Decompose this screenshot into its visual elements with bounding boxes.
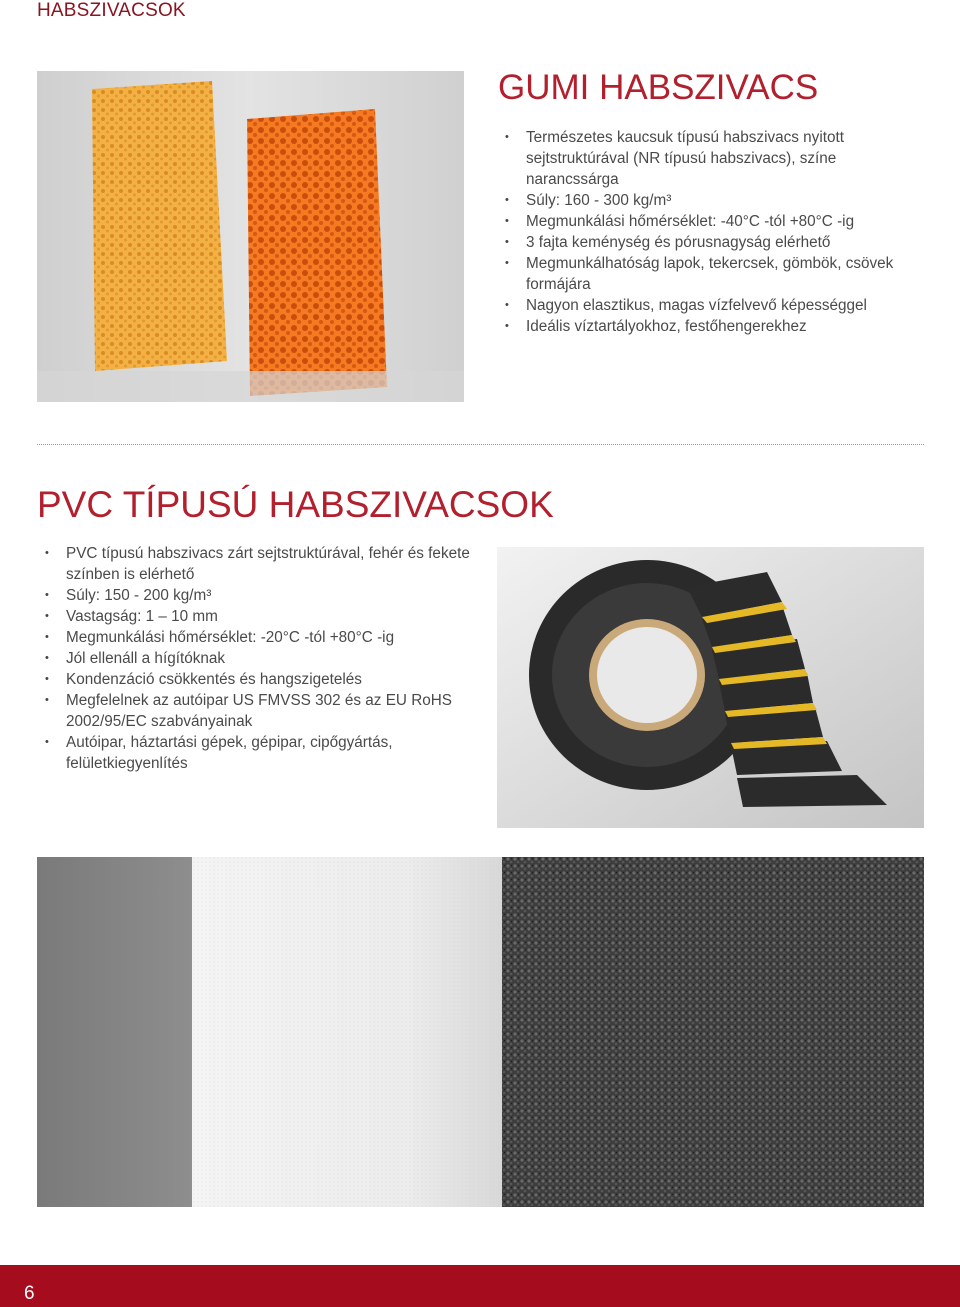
list-item: • Megmunkálhatóság lapok, tekercsek, gömbök, csövek formájára (497, 253, 927, 295)
list-item: • Súly: 150 - 200 kg/m³ (37, 585, 477, 606)
list-item: • Súly: 160 - 300 kg/m³ (497, 190, 927, 211)
list-item: • 3 fajta keménység és pórusnagyság elérhető (497, 232, 927, 253)
pvc-feature-list (37, 543, 477, 774)
foam-tape-roll-photo (497, 547, 924, 828)
list-item: • Természetes kaucsuk típusú habszivacs nyitott sejtstruktúrával (NR típusú habszivacs), színe narancssárga (497, 127, 927, 190)
gumi-feature-list (497, 127, 927, 337)
list-item: • Megfelelnek az autóipar US FMVSS 302 és az EU RoHS 2002/95/EC szabványainak (37, 690, 477, 732)
rubber-sponge-photo (37, 71, 464, 402)
list-item: • Vastagság: 1 – 10 mm (37, 606, 477, 627)
section-header: HABSZIVACSOK (37, 0, 186, 21)
gumi-section-title: GUMI HABSZIVACS (498, 68, 819, 107)
section-divider (37, 444, 924, 445)
list-item: • Kondenzáció csökkentés és hangszigetelés (37, 669, 477, 690)
list-item: • Jól ellenáll a hígítóknak (37, 648, 477, 669)
list-item: • Nagyon elasztikus, magas vízfelvevő képességgel (497, 295, 927, 316)
footer-bar (0, 1265, 960, 1307)
list-item: • Autóipar, háztartási gépek, gépipar, cipőgyártás, felületkiegyenlítés (37, 732, 477, 774)
list-item: • Megmunkálási hőmérséklet: -40°C -tól +80°C -ig (497, 211, 927, 232)
list-item: • PVC típusú habszivacs zárt sejtstruktúrával, fehér és fekete színben is elérhető (37, 543, 477, 585)
pvc-foam-texture-photo (37, 857, 924, 1207)
page-number: 6 (24, 1283, 35, 1304)
pvc-section-title: PVC TÍPUSÚ HABSZIVACSOK (37, 484, 554, 525)
list-item: • Megmunkálási hőmérséklet: -20°C -tól +80°C -ig (37, 627, 477, 648)
list-item: • Ideális víztartályokhoz, festőhengerekhez (497, 316, 927, 337)
